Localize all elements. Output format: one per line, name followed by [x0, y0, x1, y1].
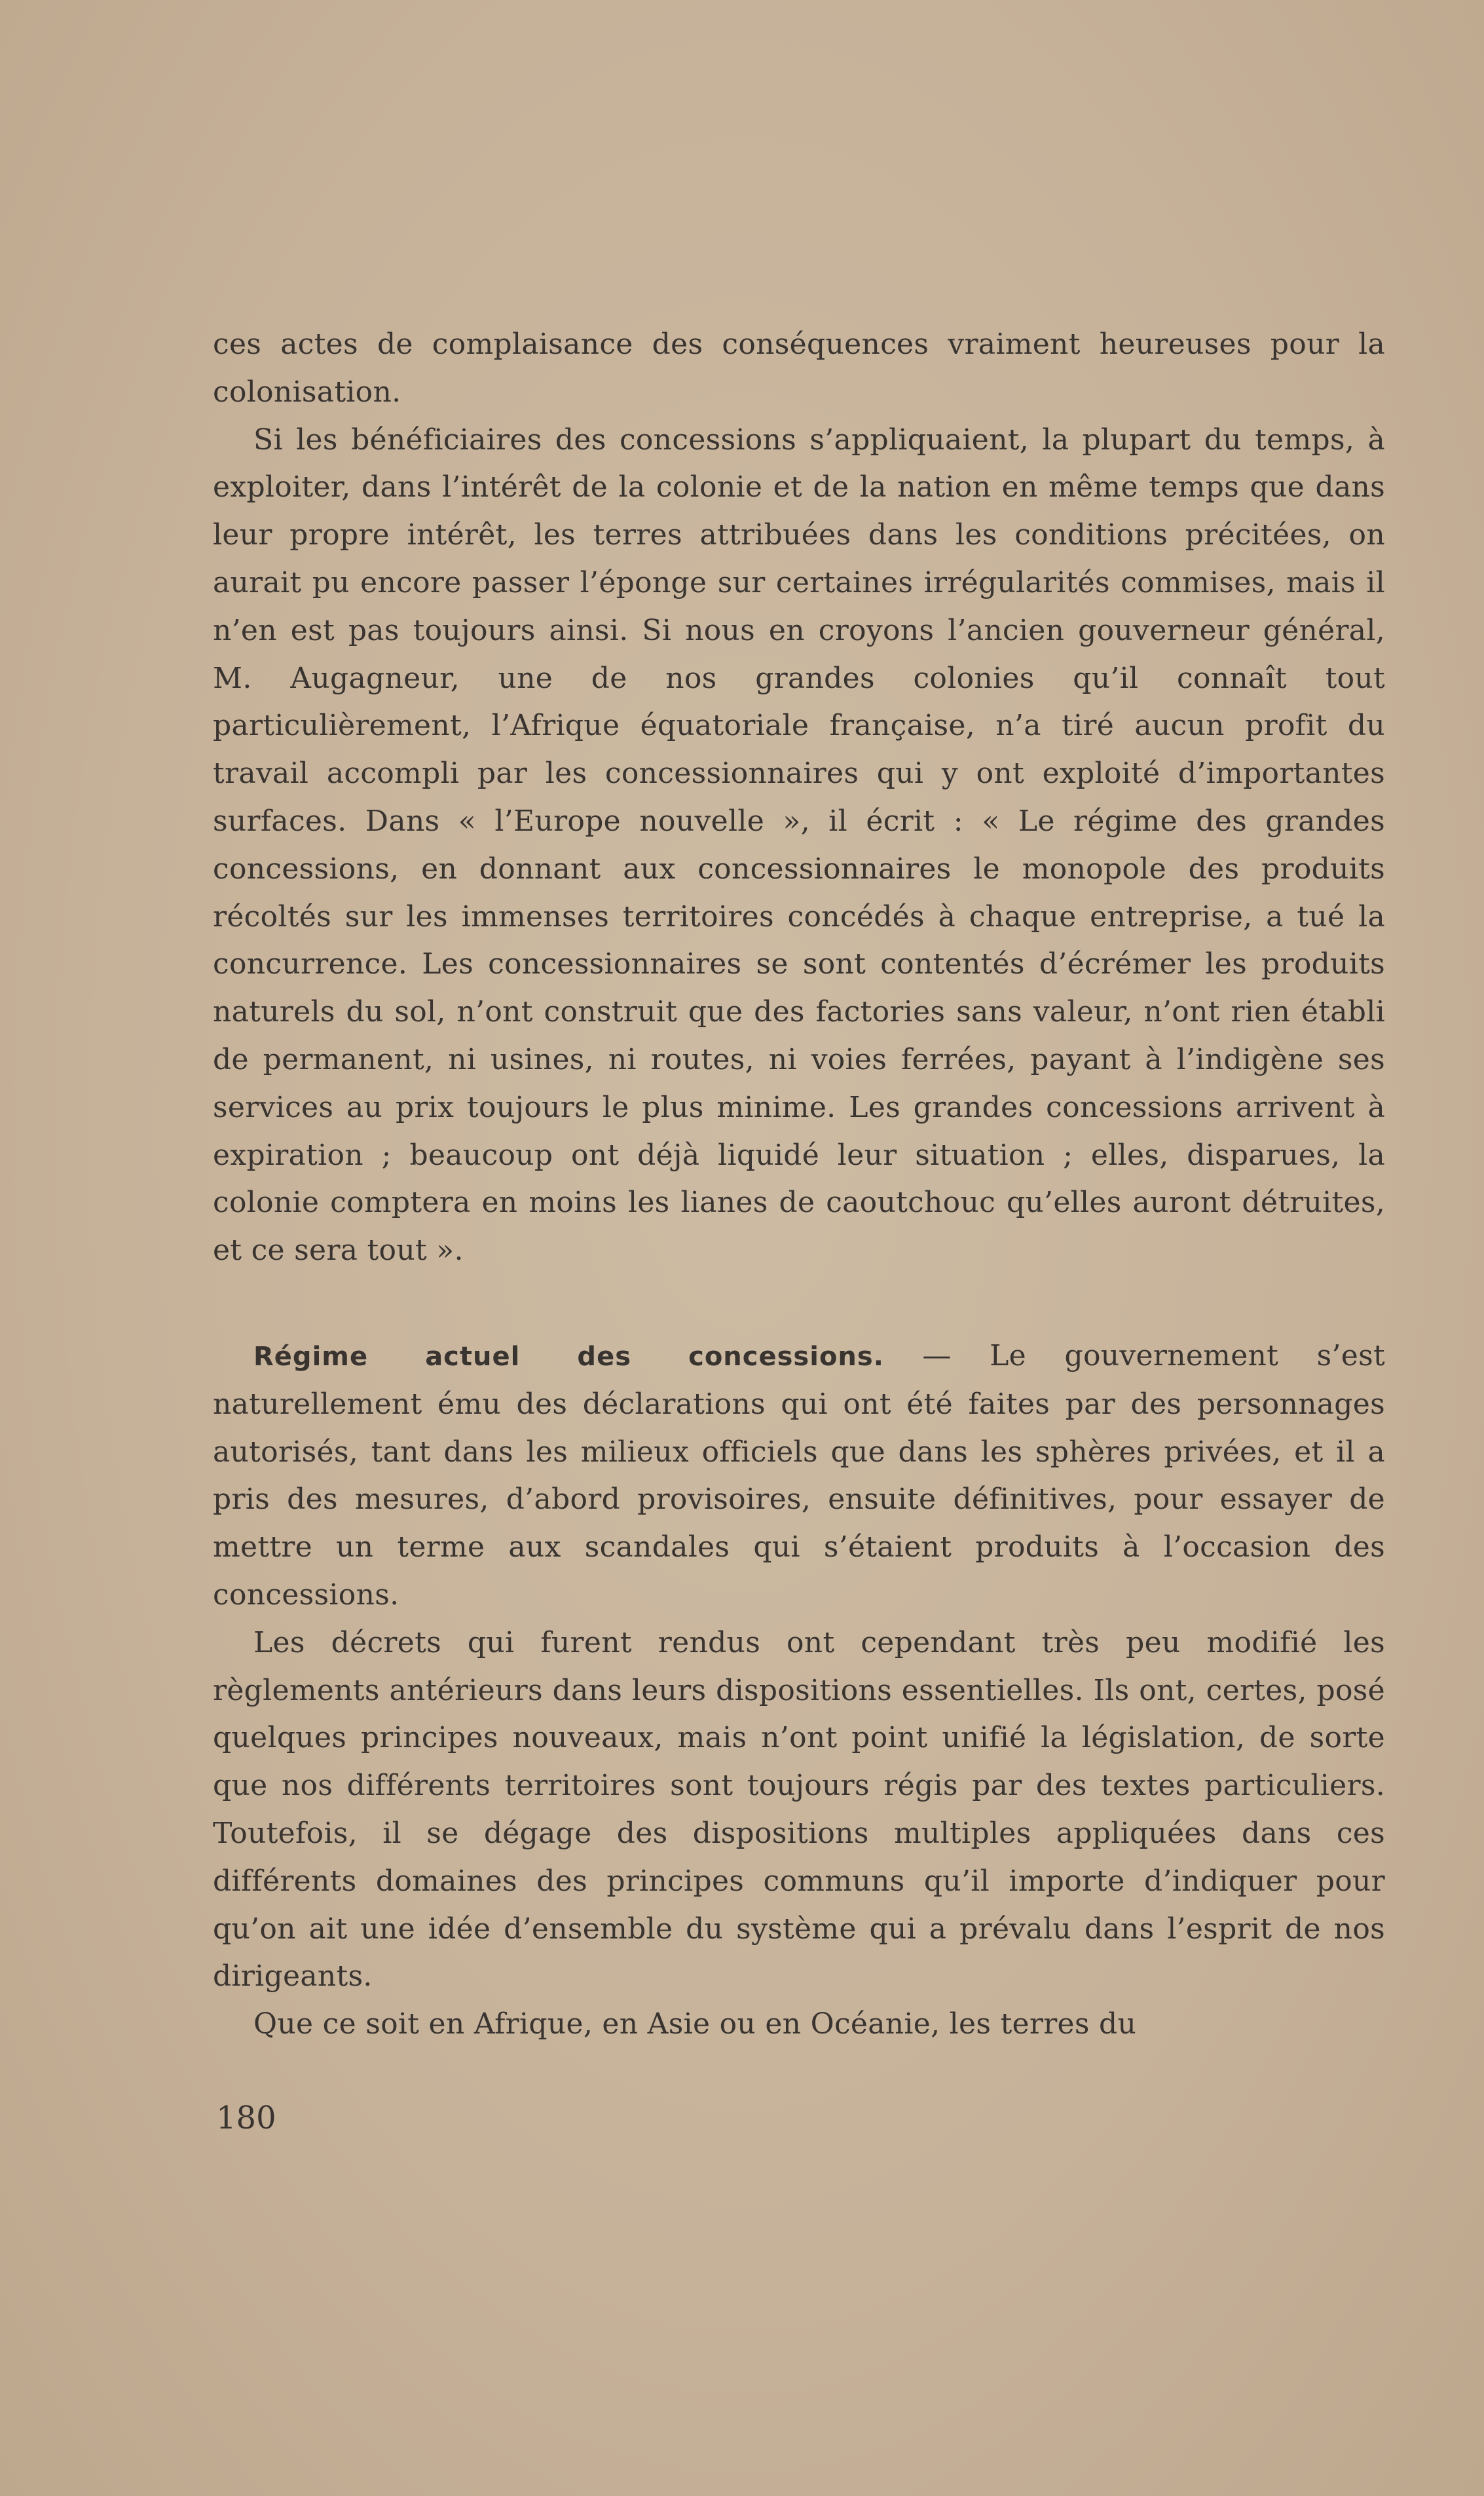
paragraph-concession-beneficiaries: Si les bénéficiaires des concessions s’appliquaient, la plupart du temps, à exploiter, dans l’intérêt de la colonie et de la nation en même temps que dans leur propre intérêt, les terres attribuées dans les conditions précitées, on aurait pu encore passer l’éponge sur certaines irrégularités commises, mais il n’en est pas toujours ainsi. Si nous en croyons l’ancien gouverneur général, M. Augagneur, une de nos grandes colonies qu’il connaît tout particulièrement, l’Afrique équatoriale française, n’a tiré aucun profit du travail accompli par les concessionnaires qui y ont exploité d’importantes surfaces. Dans « l’Europe nouvelle », il écrit : « Le régime des grandes concessions, en donnant aux concessionnaires le monopole des produits récoltés sur les immenses territoires concédés à chaque entreprise, a tué la concurrence. Les concessionnaires se sont contentés d’écrémer les produits naturels du sol, n’ont construit que des factories sans valeur, n’ont rien établi de permanent, ni usines, ni routes, ni voies ferrées, payant à l’indigène ses services au prix toujours le plus minime. Les grandes concessions arrivent à expiration ; beaucoup ont déjà liquidé leur situation ; elles, disparues, la colonie comptera en moins les lianes de caoutchouc qu’elles auront détruites, et ce sera tout ». — [213, 423, 1385, 1268]
section-heading-paragraph-text: — Le gouvernement s’est naturellement ému des déclarations qui ont été faites par des personnages autorisés, tant dans les milieux officiels que dans les sphères privées, et il a pris des mesures, d’abord provisoires, ensuite définitives, pour essayer de mettre un terme aux scandales qui s’étaient produits à l’occasion des concessions. — [213, 1338, 1385, 1612]
page-number: 180 — [216, 2100, 276, 2136]
paragraph-current-regime — [213, 1333, 1385, 1619]
section-heading: Régime actuel des concessions. — [253, 1341, 884, 1372]
paragraph-continuation: ces actes de complaisance des conséquences vraiment heureuses pour la colonisation. — [213, 328, 1385, 409]
paragraph-decrees: Les décrets qui furent rendus ont cependant très peu modifié les règlements antérieurs dans leurs dispositions essentielles. Ils ont, certes, posé quelques principes nouveaux, mais n’ont point unifié la législation, de sorte que nos différents territoires sont toujours régis par des textes particuliers. Toutefois, il se dégage des dispositions multiples appliquées dans ces différents domaines des principes communs qu’il importe d’indiquer pour qu’on ait une idée d’ensemble du système qui a prévalu dans l’esprit de nos dirigeants. — [213, 1625, 1385, 1994]
page-body — [213, 321, 1385, 2049]
paragraph-africa-asia-oceania: Que ce soit en Afrique, en Asie ou en Océanie, les terres du — [253, 2007, 1137, 2041]
